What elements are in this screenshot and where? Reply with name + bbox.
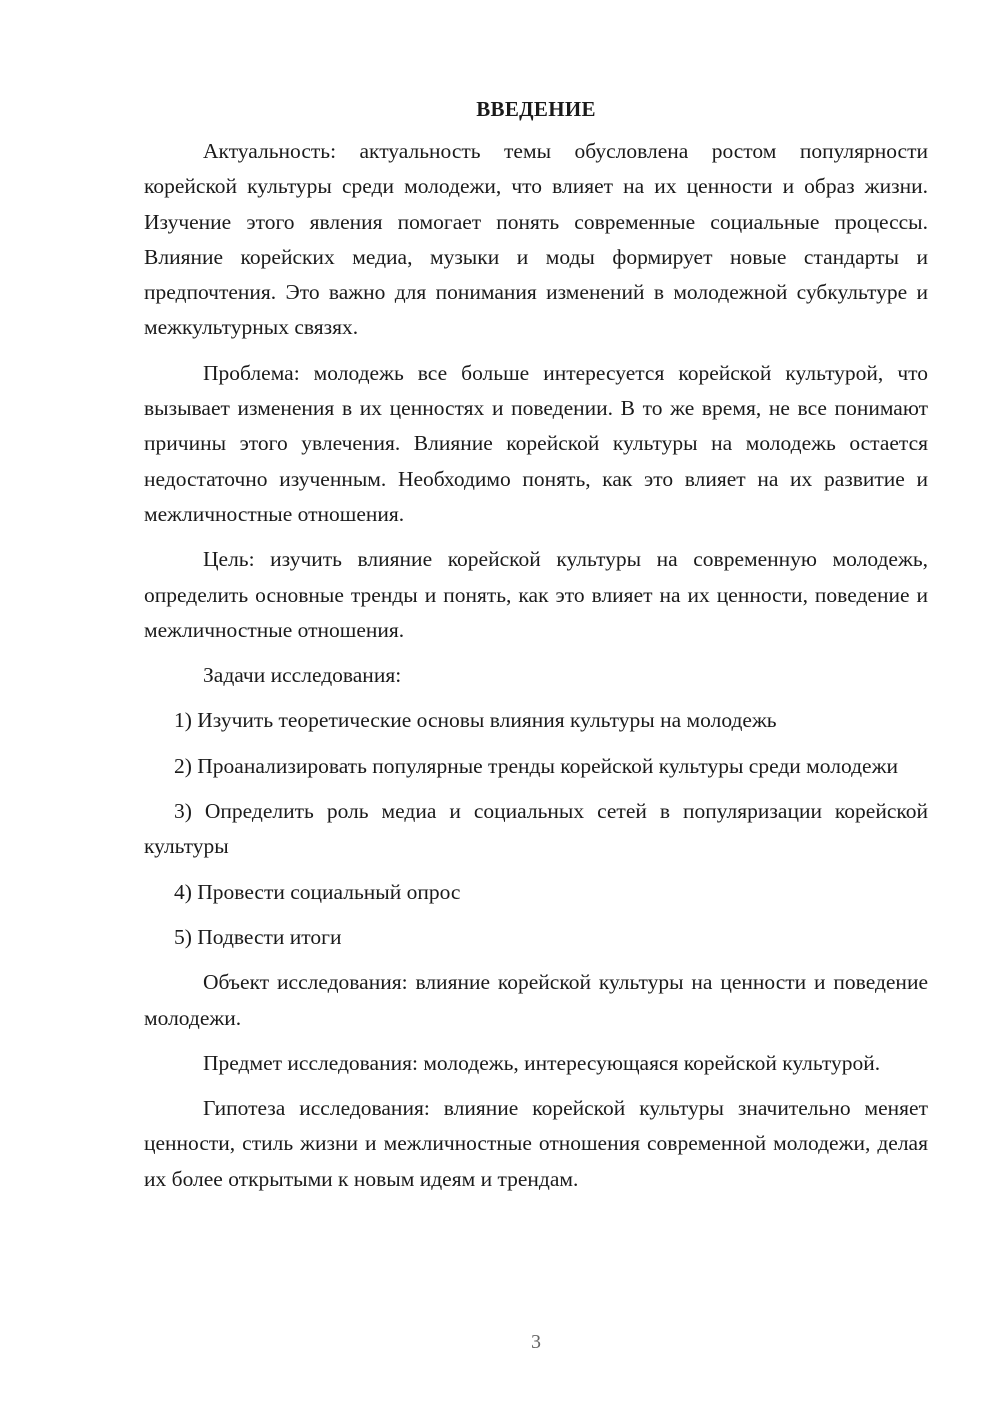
- object-paragraph: Объект исследования: влияние корейской культуры на ценности и поведение молодежи.: [144, 970, 928, 1030]
- document-page: [144, 92, 928, 1207]
- hypothesis-paragraph: Гипотеза исследования: влияние корейской культуры значительно меняет ценности, стиль жизни и межличностные отношения современной молодежи, делая их более открытыми к новым идеям и трендам.: [144, 1096, 928, 1191]
- page-number: 3: [531, 1331, 541, 1353]
- problem-paragraph: Проблема: молодежь все больше интересуется корейской культурой, что вызывает изменения в их ценностях и поведении. В то же время, не все понимают причины этого увлечения. Влияние корейской культуры на молодежь остается недостаточно изученным. Необходимо понять, как это влияет на их развитие и межличностные отношения.: [144, 360, 928, 526]
- page-title: ВВЕДЕНИЕ: [476, 97, 596, 121]
- tasks-heading: Задачи исследования:: [203, 663, 402, 688]
- subject-paragraph: Предмет исследования: молодежь, интересующаяся корейской культурой.: [203, 1050, 881, 1075]
- task-item-4: 4) Провести социальный опрос: [174, 879, 461, 904]
- task-item-5: 5) Подвести итоги: [174, 924, 342, 949]
- task-item-2: 2) Проанализировать популярные тренды корейской культуры среди молодежи: [174, 753, 898, 778]
- task-item-1: 1) Изучить теоретические основы влияния культуры на молодежь: [174, 708, 777, 733]
- task-item-3: 3) Определить роль медиа и социальных сетей в популяризации корейской культуры: [144, 799, 928, 859]
- relevance-paragraph: Актуальность: актуальность темы обусловлена ростом популярности корейской культуры среди молодежи, что влияет на их ценности и образ жизни. Изучение этого явления помогает понять современные социальные процессы. Влияние корейских медиа, музыки и моды формирует новые стандарты и предпочтения. Это важно для понимания изменений в молодежной субкультуре и межкультурных связях.: [144, 139, 928, 340]
- goal-paragraph: Цель: изучить влияние корейской культуры на современную молодежь, определить основные тренды и понять, как это влияет на их ценности, поведение и межличностные отношения.: [144, 547, 928, 642]
